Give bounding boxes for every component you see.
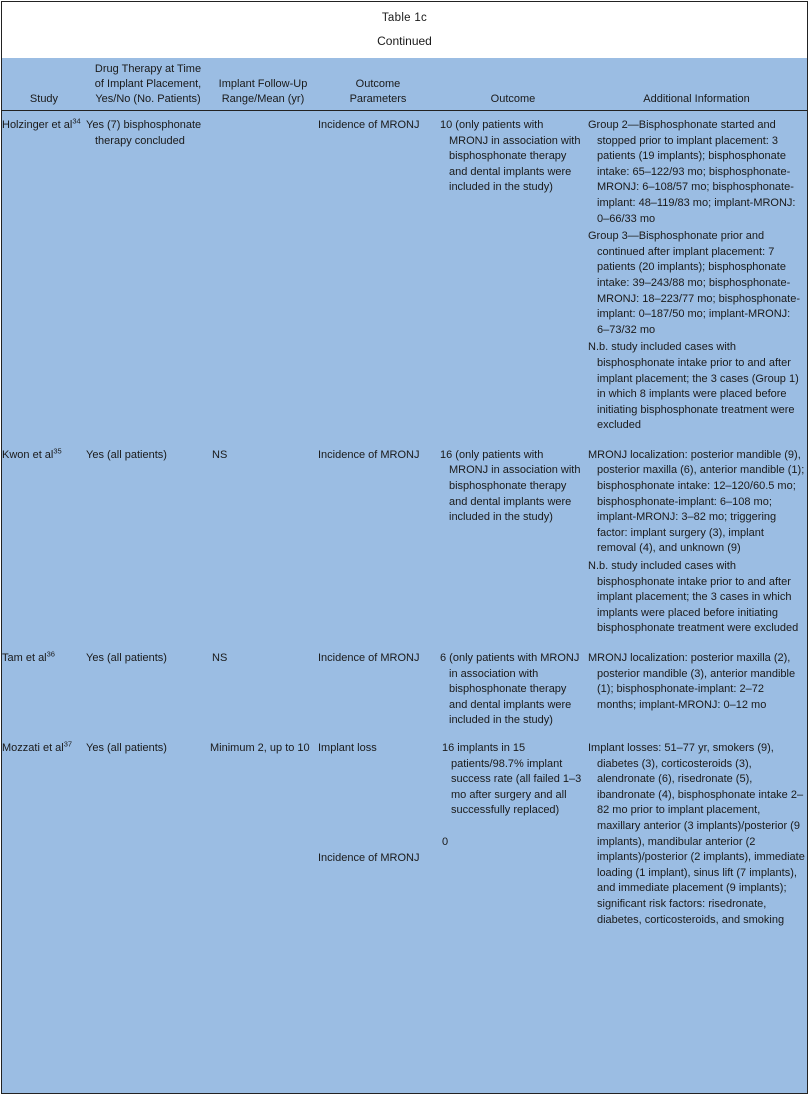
col-header-additional-info: Additional Information bbox=[586, 58, 807, 111]
parameter-cell: Incidence of MRONJ bbox=[318, 119, 420, 131]
table-page bbox=[1, 1, 808, 1094]
reference-superscript: 34 bbox=[72, 116, 81, 126]
table-row bbox=[2, 436, 807, 639]
table-body bbox=[2, 58, 807, 1093]
parameter-mronj: Incidence of MRONJ bbox=[318, 851, 420, 864]
parameter-implant-loss: Implant loss bbox=[318, 741, 377, 754]
col-header-drug-therapy: Drug Therapy at Time of Implant Placement, Yes/No (No. Patients) bbox=[86, 58, 210, 111]
info-paragraph: Group 2—Bisphosphonate started and stopped prior to implant placement: 3 patients (19 implants); bisphosphonate intake: 65–122/93 mo; bisphosphonate-MRONJ: 6–108/57 mo; bisphosphonate-implant: 48–119/83 mo; implant-MRONJ: 0–66/33 mo bbox=[588, 119, 796, 225]
parameter-cell bbox=[316, 729, 440, 930]
reference-superscript: 35 bbox=[53, 446, 62, 456]
drug-cell: Yes (7) bisphosphonate therapy concluded bbox=[86, 119, 202, 147]
table-continued: Continued bbox=[377, 34, 432, 48]
info-cell bbox=[586, 111, 807, 436]
parameter-cell: Incidence of MRONJ bbox=[318, 448, 420, 461]
info-paragraph: N.b. study included cases with bisphosphonate intake prior to and after implant placement; the 3 cases (Group 1) in which 8 implants were placed before initiating bisphosphonate treatment were excluded bbox=[588, 341, 799, 432]
table-title-box bbox=[2, 2, 807, 59]
data-table bbox=[2, 58, 807, 930]
info-cell bbox=[586, 436, 807, 639]
info-paragraph: MRONJ localization: posterior mandible (9), posterior maxilla (6), anterior mandible (1); bisphosphonate intake: 12–120/60.5 mo; bisphosphonate-implant: 6–108 mo; implant-MRONJ: 3–82 mo; triggering factor: implant surgery (3), implant removal (4), and unknown (9) bbox=[588, 448, 805, 555]
parameter-cell: Incidence of MRONJ bbox=[318, 652, 420, 664]
table-row bbox=[2, 639, 807, 729]
col-header-study: Study bbox=[2, 58, 86, 111]
study-cell: Kwon et $al^{35}$ bbox=[2, 446, 62, 461]
col-header-outcome-parameters: Outcome Parameters bbox=[316, 58, 440, 111]
col-header-outcome: Outcome bbox=[440, 58, 586, 111]
study-cell: Mozzati et $al^{37}$ bbox=[2, 739, 73, 754]
reference-superscript: 36 bbox=[46, 649, 55, 659]
table-label: Table 1c bbox=[381, 12, 428, 24]
info-cell bbox=[586, 639, 807, 729]
drug-cell: Yes (all patients) bbox=[86, 448, 167, 461]
study-cell: Holzinger et $al^{34}$ bbox=[2, 116, 81, 131]
followup-cell: NS bbox=[212, 652, 228, 664]
drug-cell: Yes (all patients) bbox=[86, 741, 167, 754]
drug-cell: Yes (all patients) bbox=[86, 652, 167, 664]
outcome-cell bbox=[440, 729, 586, 930]
table-row bbox=[2, 729, 807, 930]
reference-superscript: 37 bbox=[63, 739, 73, 749]
info-cell bbox=[586, 729, 807, 930]
info-paragraph: Implant losses: 51–77 yr, smokers (9), diabetes (3), corticosteroids (3), alendronate (6), risedronate (5), ibandronate (4), bisphosphonate intake 2–82 mo prior to implant placement, maxillary anterior (3 implants)/posterior (9 implants), mandibular anterior (2 implants)/posterior (2 implants), immediate loading (1 implant), sinus lift (7 implants), and immediate placement (9 implants); significant risk factors: risedronate, diabetes, corticosteroids, and smoking bbox=[588, 741, 805, 926]
info-paragraph: MRONJ localization: posterior maxilla (2), posterior mandible (3), anterior mandible (1); bisphosphonate-implant: 2–72 months; implant-MRONJ: 0–12 mo bbox=[588, 652, 796, 711]
outcome-cell: 16 (only patients with MRONJ in association with bisphosphonate therapy and dental implants were included in the study) bbox=[440, 448, 581, 524]
outcome-implant-loss: 16 implants in 15 patients/98.7% implant success rate (all failed 1–3 mo after surgery and all successfully replaced) bbox=[442, 741, 582, 817]
outcome-cell: 10 (only patients with MRONJ in association with bisphosphonate therapy and dental implants were included in the study) bbox=[440, 119, 581, 194]
followup-cell: NS bbox=[212, 448, 228, 461]
outcome-cell: 6 (only patients with MRONJ in association with bisphosphonate therapy and dental implants were included in the study) bbox=[440, 652, 580, 727]
table-row bbox=[2, 111, 807, 436]
info-paragraph: Group 3—Bisphosphonate prior and continued after implant placement: 7 patients (20 implants); bisphosphonate intake: 39–243/88 mo; bisphosphonate-MRONJ: 18–223/77 mo; bisphosphonate-implant: 0–187/50 mo; implant-MRONJ: 6–73/32 mo bbox=[588, 230, 801, 336]
followup-cell: Minimum 2, up to 10 bbox=[210, 741, 310, 754]
outcome-mronj: 0 bbox=[442, 835, 449, 848]
info-paragraph: N.b. study included cases with bisphosphonate intake prior to and after implant placement; the 3 cases in which implants were placed before initiating bisphosphonate treatment were excluded bbox=[588, 560, 799, 635]
header-row bbox=[2, 58, 807, 111]
followup-cell bbox=[210, 111, 316, 436]
study-cell: Tam et $al^{36}$ bbox=[2, 649, 55, 664]
col-header-follow-up: Implant Follow-Up Range/Mean (yr) bbox=[210, 58, 316, 111]
